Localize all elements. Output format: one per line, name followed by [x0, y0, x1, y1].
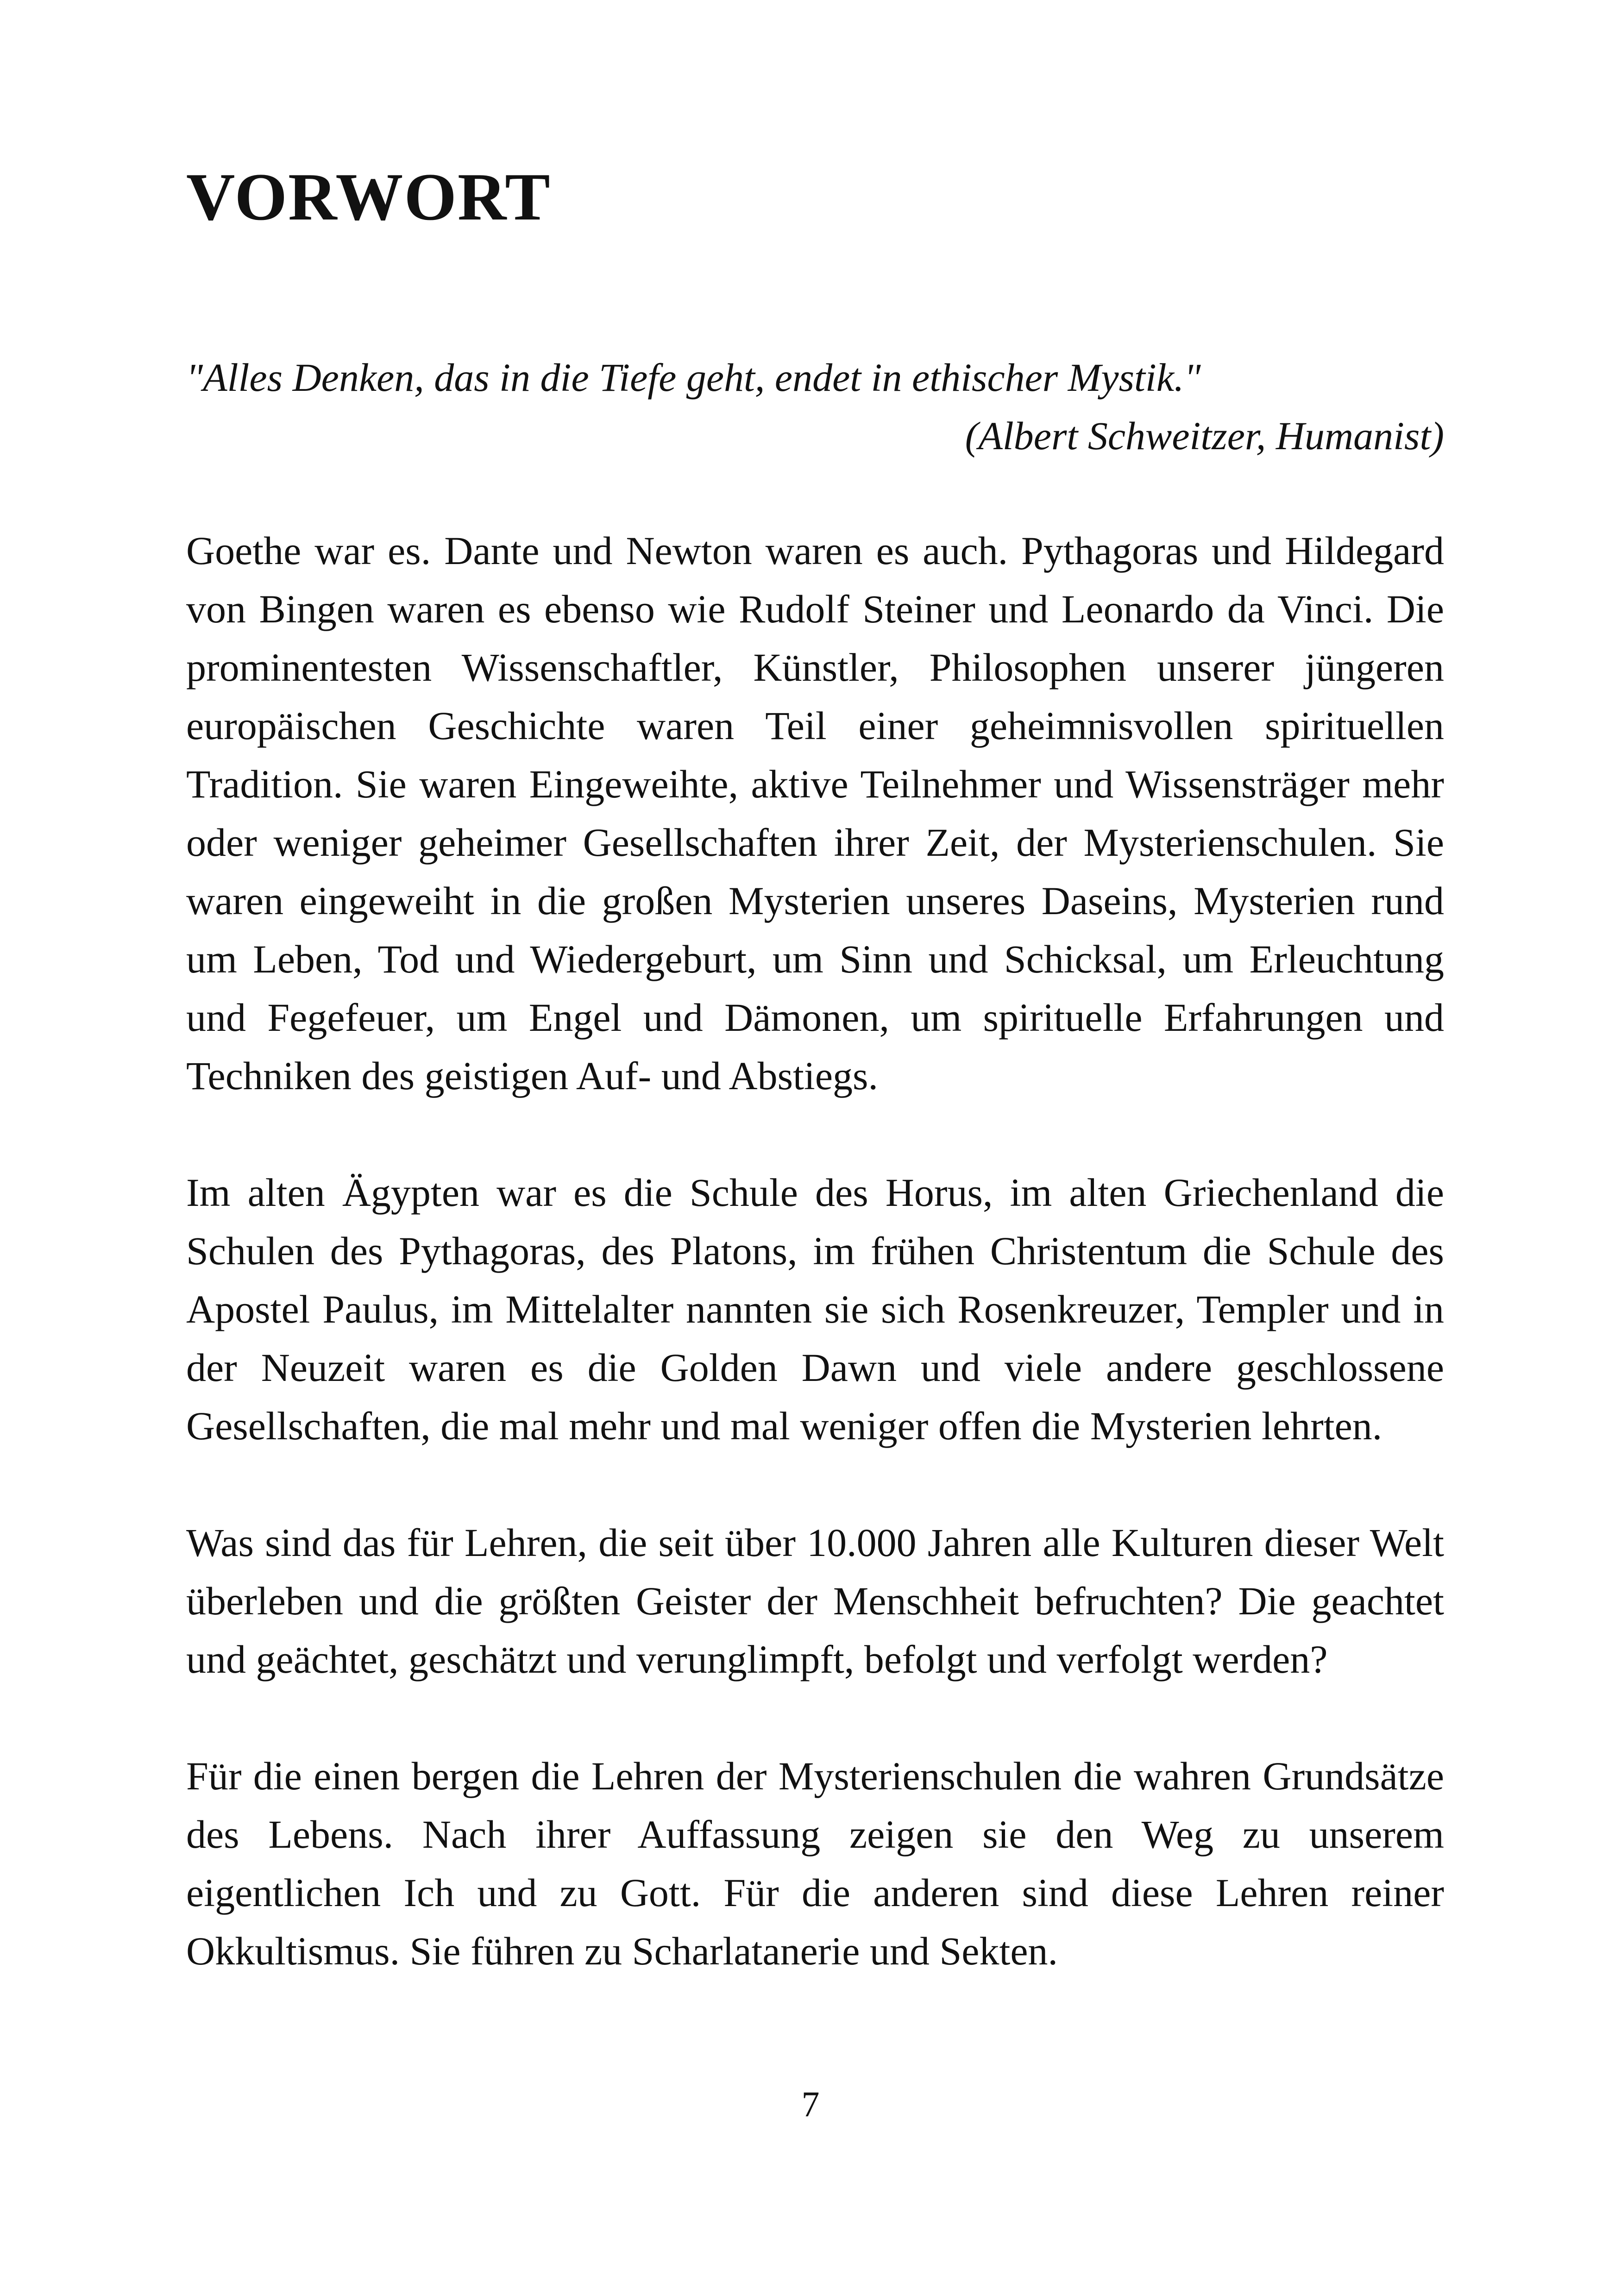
- paragraph: Goethe war es. Dante und Newton waren es auch. Pythagoras und Hildegard von Bingen waren es ebenso wie Rudolf Steiner und Leonardo da Vinci. Die prominentesten Wissenschaftler, Künstler, Philosophen unserer jüngeren europäischen Geschichte waren Teil einer geheimnisvollen spirituellen Tradition. Sie waren Eingeweihte, aktive Teilnehmer und Wissensträger mehr oder weniger geheimer Gesellschaften ihrer Zeit, der Mysterienschulen. Sie waren eingeweiht in die großen Mysterien unseres Daseins, Mysterien rund um Leben, Tod und Wiedergeburt, um Sinn und Schicksal, um Erleuchtung und Fegefeuer, um Engel und Dämonen, um spirituelle Erfahrungen und Techniken des geistigen Auf- und Abstiegs.: [186, 528, 1444, 1098]
- body-text: [186, 521, 1444, 2039]
- paragraph: Was sind das für Lehren, die seit über 10.000 Jahren alle Kulturen dieser Welt überleben und die größten Geister der Menschheit befruchten? Die geachtet und geächtet, geschätzt und verunglimpft, befolgt und verfolgt werden?: [186, 1520, 1444, 1681]
- epigraph-quote: "Alles Denken, das in die Tiefe geht, endet in ethischer Mystik.": [186, 355, 1201, 400]
- epigraph-source: (Albert Schweitzer, Humanist): [965, 414, 1444, 458]
- paragraph: Für die einen bergen die Lehren der Mysterienschulen die wahren Grundsätze des Lebens. Nach ihrer Auffassung zeigen sie den Weg zu unserem eigentlichen Ich und zu Gott. Für die anderen sind diese Lehren reiner Okkultismus. Sie führen zu Scharlatanerie und Sekten.: [186, 1754, 1444, 1973]
- chapter-title: VORWORT: [186, 159, 551, 234]
- epigraph: [186, 348, 1444, 465]
- paragraph: Im alten Ägypten war es die Schule des Horus, im alten Griechenland die Schulen des Pythagoras, des Platons, im frühen Christentum die Schule des Apostel Paulus, im Mittelalter nannten sie sich Rosenkreuzer, Templer und in der Neuzeit waren es die Golden Dawn und viele andere geschlossene Gesellschaften, die mal mehr und mal weniger offen die Mysterien lehrten.: [186, 1170, 1444, 1448]
- page-number: 7: [801, 2084, 820, 2124]
